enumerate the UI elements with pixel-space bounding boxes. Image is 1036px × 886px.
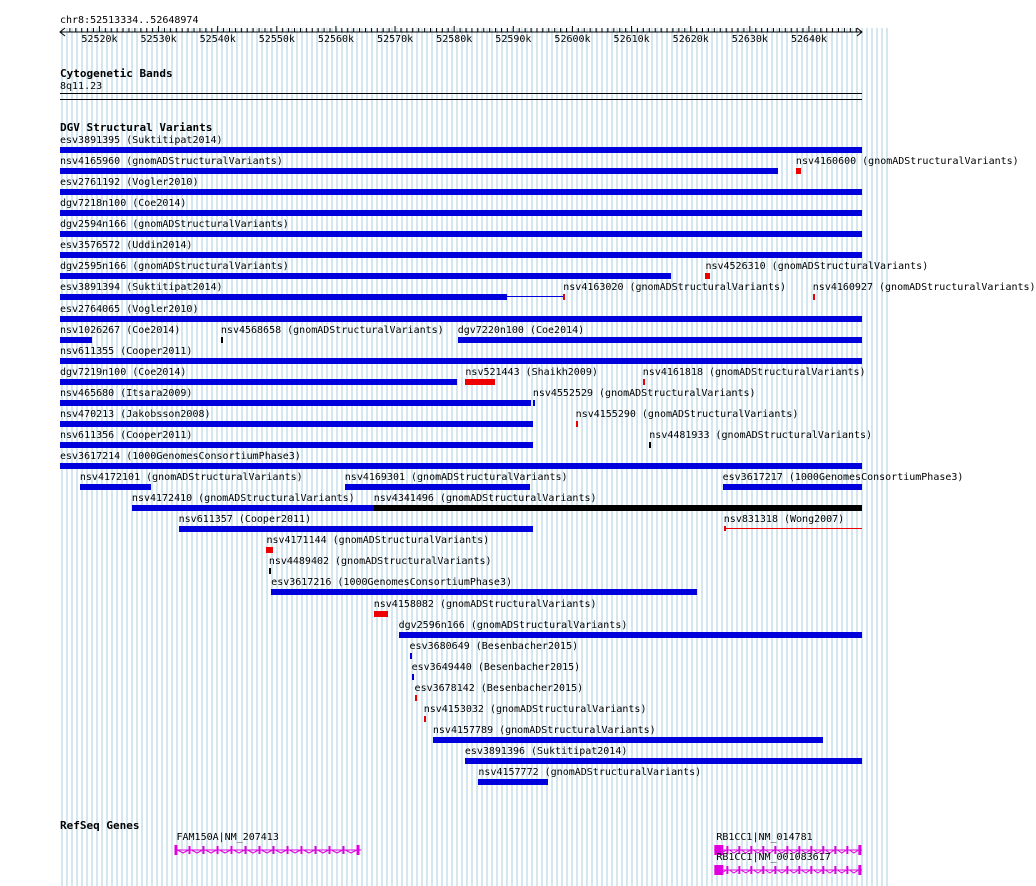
variant-label[interactable]: esv3680649 (Besenbacher2015) bbox=[409, 640, 579, 652]
gene-exon bbox=[858, 865, 861, 875]
gene-exon bbox=[834, 846, 836, 854]
variant-bar[interactable] bbox=[433, 737, 823, 743]
ruler-tick-label: 52590k bbox=[495, 34, 532, 45]
variant-bar[interactable] bbox=[399, 632, 862, 638]
variant-label[interactable]: nsv831318 (Wong2007) bbox=[723, 514, 845, 526]
variant-bar[interactable] bbox=[179, 526, 534, 532]
variant-bar[interactable] bbox=[60, 379, 457, 385]
variant-label[interactable]: dgv2595n166 (gnomADStructuralVariants) bbox=[60, 261, 289, 273]
ruler-tick-label: 52520k bbox=[81, 34, 118, 45]
gene-exon bbox=[750, 866, 752, 874]
variant-bar[interactable] bbox=[649, 442, 651, 448]
variant-label[interactable]: esv3891395 (Suktitipat2014) bbox=[60, 135, 223, 146]
variant-bar[interactable] bbox=[465, 758, 862, 764]
variant-label[interactable]: dgv2594n166 (gnomADStructuralVariants) bbox=[60, 219, 289, 231]
variant-label[interactable]: nsv4160927 (gnomADStructuralVariants) bbox=[812, 282, 1036, 294]
variant-label[interactable]: nsv4341496 (gnomADStructuralVariants) bbox=[373, 493, 597, 505]
variant-bar[interactable] bbox=[478, 779, 547, 785]
gene-exon bbox=[786, 866, 788, 874]
variant-bar[interactable] bbox=[60, 147, 862, 153]
ruler-tick-label: 52540k bbox=[199, 34, 236, 45]
variant-label[interactable]: nsv611356 (Cooper2011) bbox=[60, 429, 193, 441]
variant-bar[interactable] bbox=[643, 379, 645, 385]
variant-label[interactable]: nsv4157789 (gnomADStructuralVariants) bbox=[432, 724, 656, 736]
ruler-tick-label: 52570k bbox=[377, 34, 414, 45]
ruler-tick-label: 52580k bbox=[436, 34, 473, 45]
variant-start-mark[interactable] bbox=[724, 526, 726, 531]
dgv-track-title: DGV Structural Variants bbox=[60, 121, 213, 134]
gene-exon bbox=[810, 866, 812, 874]
variant-label[interactable]: esv3891396 (Suktitipat2014) bbox=[464, 746, 628, 758]
variant-bar[interactable] bbox=[345, 484, 530, 490]
variant-bar[interactable] bbox=[60, 442, 533, 448]
variant-bar[interactable] bbox=[458, 337, 862, 343]
variant-bar[interactable] bbox=[563, 294, 565, 300]
gene-exon bbox=[846, 866, 848, 874]
gene-exon bbox=[846, 846, 848, 854]
variant-bar[interactable] bbox=[60, 400, 531, 406]
variant-label[interactable]: nsv521443 (Shaikh2009) bbox=[465, 366, 598, 378]
variant-bar[interactable] bbox=[705, 273, 710, 279]
gene-label[interactable]: FAM150A|NM_207413 bbox=[176, 832, 279, 843]
variant-label[interactable]: esv3617214 (1000GenomesConsortiumPhase3) bbox=[60, 451, 301, 463]
variant-thin-segment[interactable] bbox=[724, 528, 862, 529]
variant-bar[interactable] bbox=[132, 505, 374, 511]
variant-label[interactable]: dgv7219n100 (Coe2014) bbox=[60, 366, 187, 378]
variant-label[interactable]: nsv4526310 (gnomADStructuralVariants) bbox=[705, 261, 929, 273]
variant-bar[interactable] bbox=[533, 400, 536, 406]
variant-bar[interactable] bbox=[60, 252, 862, 258]
variant-label[interactable]: nsv4160600 (gnomADStructuralVariants) bbox=[795, 156, 1019, 168]
variant-bar[interactable] bbox=[465, 379, 495, 385]
ruler-tick-label: 52560k bbox=[317, 34, 355, 45]
variant-bar[interactable] bbox=[813, 294, 815, 300]
variant-thin-segment[interactable] bbox=[507, 296, 563, 297]
variant-label[interactable]: nsv4172410 (gnomADStructuralVariants) bbox=[131, 493, 355, 505]
variant-bar[interactable] bbox=[266, 547, 273, 553]
variant-label[interactable]: nsv470213 (Jakobsson2008) bbox=[60, 408, 211, 420]
variant-label[interactable]: esv3678142 (Besenbacher2015) bbox=[414, 682, 584, 694]
variant-bar[interactable] bbox=[60, 337, 92, 343]
variant-label[interactable]: esv3891394 (Suktitipat2014) bbox=[60, 282, 223, 294]
variant-label[interactable]: nsv4155290 (gnomADStructuralVariants) bbox=[575, 408, 799, 420]
cytoband-top-rule bbox=[60, 93, 862, 94]
gene-exon bbox=[726, 866, 728, 874]
variant-bar[interactable] bbox=[374, 611, 388, 617]
variant-label[interactable]: dgv2596n166 (gnomADStructuralVariants) bbox=[398, 619, 628, 631]
cytoband-title: Cytogenetic Bands bbox=[60, 67, 173, 80]
variant-bar[interactable] bbox=[60, 294, 507, 300]
variant-label[interactable]: nsv4481933 (gnomADStructuralVariants) bbox=[649, 429, 873, 441]
variant-label[interactable]: dgv7220n100 (Coe2014) bbox=[457, 324, 585, 336]
variant-bar[interactable] bbox=[60, 463, 862, 469]
gene-exon bbox=[738, 866, 740, 874]
variant-label[interactable]: nsv4171144 (gnomADStructuralVariants) bbox=[266, 535, 490, 547]
ruler-tick-label: 52620k bbox=[672, 34, 709, 45]
variant-bar[interactable] bbox=[60, 189, 862, 195]
variant-bar[interactable] bbox=[60, 168, 778, 174]
variant-bar[interactable] bbox=[60, 421, 533, 427]
variant-label[interactable]: nsv4165960 (gnomADStructuralVariants) bbox=[60, 156, 283, 168]
variant-label[interactable]: nsv611355 (Cooper2011) bbox=[60, 345, 193, 357]
variant-bar[interactable] bbox=[374, 505, 862, 511]
variant-label[interactable]: nsv4158082 (gnomADStructuralVariants) bbox=[373, 598, 597, 610]
variant-label[interactable]: nsv1026267 (Coe2014) bbox=[60, 324, 181, 336]
ruler-coordinate-label: chr8:52513334..52648974 bbox=[60, 15, 199, 26]
variant-label[interactable]: nsv4157772 (gnomADStructuralVariants) bbox=[478, 767, 702, 779]
ruler-tick-label: 52530k bbox=[140, 34, 177, 45]
variant-bar[interactable] bbox=[723, 484, 862, 490]
variant-bar[interactable] bbox=[60, 358, 862, 364]
variant-label[interactable]: esv3617216 (1000GenomesConsortiumPhase3) bbox=[271, 577, 512, 589]
variant-label[interactable]: nsv465680 (Itsara2009) bbox=[60, 387, 193, 399]
gene-label[interactable]: RB1CC1|NM_001083617 bbox=[716, 852, 831, 863]
variant-bar[interactable] bbox=[796, 168, 801, 174]
cytoband-label[interactable]: 8q11.23 bbox=[60, 81, 103, 92]
variant-bar[interactable] bbox=[410, 653, 412, 659]
variant-bar[interactable] bbox=[60, 273, 671, 279]
variant-label[interactable]: nsv4163020 (gnomADStructuralVariants) bbox=[563, 282, 787, 294]
variant-label[interactable]: dgv7218n100 (Coe2014) bbox=[60, 198, 187, 210]
ruler-axis bbox=[0, 22, 890, 72]
gene-exon bbox=[774, 866, 776, 874]
gene-exon bbox=[798, 866, 800, 874]
variant-label[interactable]: nsv611357 (Cooper2011) bbox=[178, 514, 312, 526]
gene-label[interactable]: RB1CC1|NM_014781 bbox=[716, 832, 813, 843]
variant-label[interactable]: nsv4489402 (gnomADStructuralVariants) bbox=[268, 556, 492, 568]
ruler-tick-label: 52630k bbox=[731, 34, 768, 45]
variant-bar[interactable] bbox=[576, 421, 578, 427]
variant-bar[interactable] bbox=[269, 568, 271, 574]
variant-label[interactable]: esv3649440 (Besenbacher2015) bbox=[411, 661, 581, 673]
variant-label[interactable]: nsv4172101 (gnomADStructuralVariants) bbox=[79, 472, 303, 484]
variant-bar[interactable] bbox=[221, 337, 223, 343]
ruler-tick-label: 52550k bbox=[258, 34, 295, 45]
variant-label[interactable]: nsv4161818 (gnomADStructuralVariants) bbox=[642, 366, 866, 378]
variant-bar[interactable] bbox=[80, 484, 152, 490]
variant-bar[interactable] bbox=[412, 674, 414, 680]
variant-bar[interactable] bbox=[424, 716, 426, 722]
variant-bar[interactable] bbox=[415, 695, 417, 701]
gene-exon bbox=[834, 866, 836, 874]
variant-bar[interactable] bbox=[271, 589, 696, 595]
gene-exon bbox=[858, 845, 861, 855]
variant-label[interactable]: nsv4153032 (gnomADStructuralVariants) bbox=[423, 703, 647, 715]
variant-bar[interactable] bbox=[60, 231, 862, 237]
gene-model[interactable] bbox=[0, 863, 890, 877]
ruler-tick-label: 52640k bbox=[790, 34, 828, 45]
variant-bar[interactable] bbox=[60, 210, 862, 216]
ruler-tick-label: 52600k bbox=[554, 34, 591, 45]
refseq-track-title: RefSeq Genes bbox=[60, 819, 140, 832]
variant-label[interactable]: esv3576572 (Uddin2014) bbox=[60, 240, 193, 252]
variant-bar[interactable] bbox=[60, 316, 862, 322]
variant-label[interactable]: nsv4552529 (gnomADStructuralVariants) bbox=[532, 387, 756, 399]
cytoband-bottom-rule bbox=[60, 99, 862, 100]
variant-label[interactable]: nsv4169301 (gnomADStructuralVariants) bbox=[344, 472, 568, 484]
gene-exon bbox=[762, 866, 764, 874]
variant-label[interactable]: esv2764065 (Vogler2010) bbox=[60, 303, 199, 315]
variant-label[interactable]: esv3617217 (1000GenomesConsortiumPhase3) bbox=[722, 472, 964, 484]
variant-label[interactable]: esv2761192 (Vogler2010) bbox=[60, 177, 199, 189]
variant-label[interactable]: nsv4568658 (gnomADStructuralVariants) bbox=[220, 324, 444, 336]
ruler-tick-label: 52610k bbox=[613, 34, 650, 45]
gene-exon bbox=[822, 866, 824, 874]
